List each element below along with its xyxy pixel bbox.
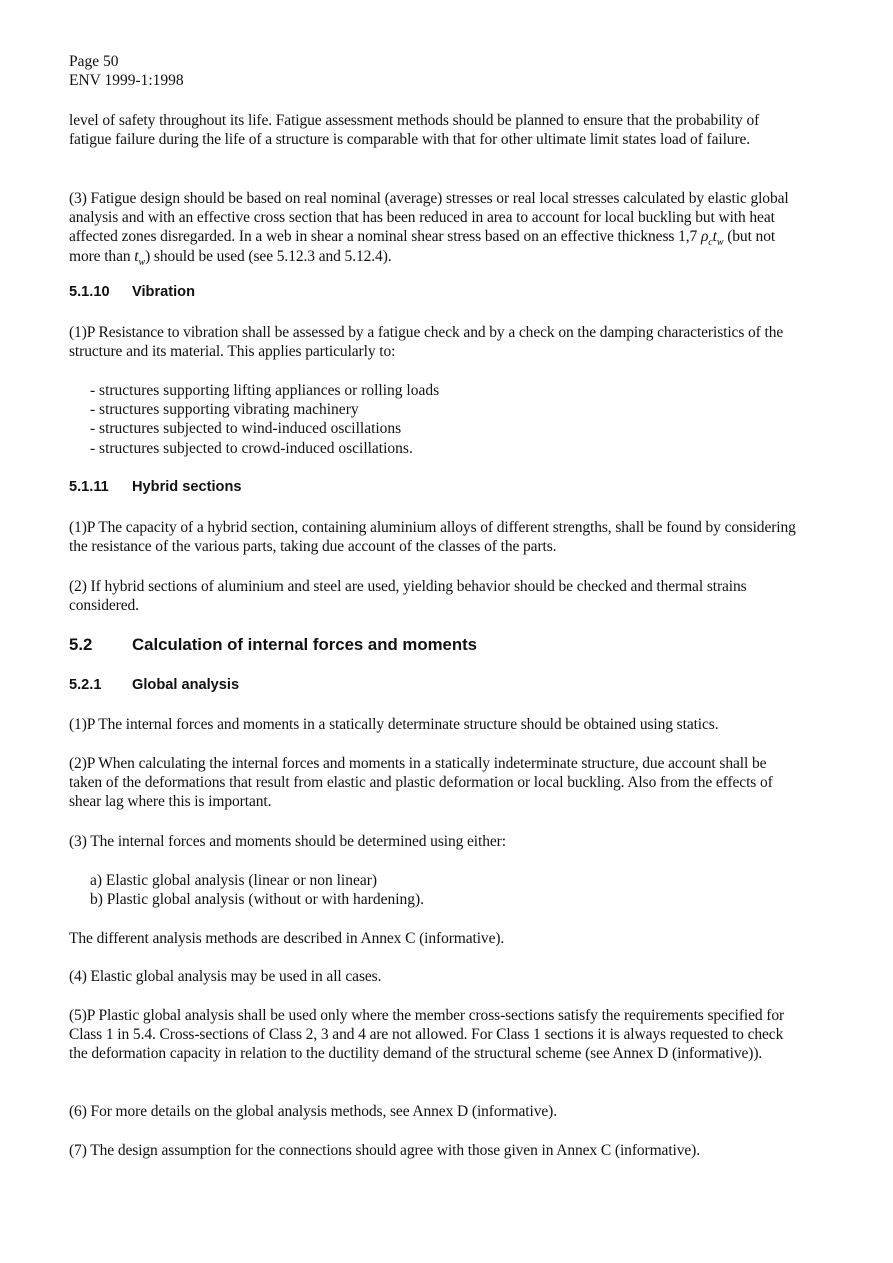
hybrid-paragraph-2: (2) If hybrid sections of aluminium and steel are used, yielding behavior should be checked and thermal strains considered. [69,578,747,615]
page-number: Page 50 [69,53,119,70]
global-analysis-paragraph-6: (5)P Plastic global analysis shall be used only where the member cross-sections satisfy the requirements specified for Class 1 in 5.4. Cross-sections of Class 2, 3 and 4 are not allowed. For Class 1 sections it is always requested to check the deformation capacity in relation to the ductility demand of the structural scheme (see Annex D (informative)). [69,1007,785,1063]
list-item: - structures supporting vibrating machinery [90,401,359,418]
section-heading-5-1-11: 5.1.11 Hybrid sections [69,479,242,495]
fatigue-design-paragraph: (3) Fatigue design should be based on real nominal (average) stresses or real local stresses calculated by elastic global analysis and with an effective cross section that has been reduced in area to account for local buckling but with heat affected zones disregarded. In a web in shear a nominal shear stress based on an effective thickness 1,7 $\rho_ct_w$ (but not more than $t_w$) should be used (see 5.12.3 and 5.12.4). [69,190,789,268]
hybrid-paragraph-1: (1)P The capacity of a hybrid section, containing aluminium alloys of different strengths, shall be found by considering the resistance of the various parts, taking due account of the classes of the parts. [69,519,796,556]
global-analysis-paragraph-1: (1)P The internal forces and moments in a statically determinate structure should be obtained using statics. [69,716,719,733]
list-item: - structures subjected to wind-induced oscillations [90,420,402,437]
rho-symbol: ρ [700,228,709,246]
global-analysis-paragraph-3: (3) The internal forces and moments should be determined using either: [69,833,506,850]
global-analysis-paragraph-7: (6) For more details on the global analysis methods, see Annex D (informative). [69,1103,557,1120]
list-item: - structures subjected to crowd-induced oscillations. [90,440,413,457]
list-item: - structures supporting lifting appliances or rolling loads [90,382,440,399]
global-analysis-paragraph-5: (4) Elastic global analysis may be used in all cases. [69,968,382,985]
list-item: b) Plastic global analysis (without or with hardening). [90,891,425,908]
section-heading-5-2-1: 5.2.1 Global analysis [69,677,240,693]
global-analysis-paragraph-8: (7) The design assumption for the connections should agree with those given in Annex C (informative). [69,1142,701,1159]
section-heading-5-1-10: 5.1.10 Vibration [69,284,195,300]
t-symbol: t [712,228,717,246]
standard-reference: ENV 1999-1:1998 [69,72,184,89]
list-item: a) Elastic global analysis (linear or non linear) [90,872,378,889]
global-analysis-paragraph-2: (2)P When calculating the internal forces and moments in a statically indeterminate structure, due account shall be taken of the deformations that result from elastic and plastic deformation or local buckling. Also from the effects of shear lag where this is important. [69,755,773,811]
vibration-paragraph: (1)P Resistance to vibration shall be assessed by a fatigue check and by a check on the damping characteristics of the structure and its material. This applies particularly to: [69,324,784,361]
section-heading-5-2: 5.2 Calculation of internal forces and moments [69,635,478,654]
intro-paragraph: level of safety throughout its life. Fatigue assessment methods should be planned to ensure that the probability of fatigue failure during the life of a structure is comparable with that for other ultimate limit states load of failure. [69,112,760,149]
global-analysis-paragraph-4: The different analysis methods are described in Annex C (informative). [69,930,505,947]
